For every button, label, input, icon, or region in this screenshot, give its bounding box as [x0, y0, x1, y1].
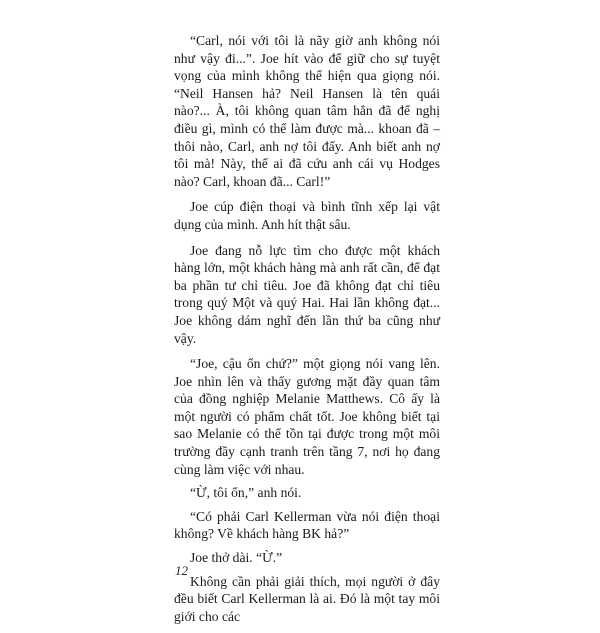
paragraph-explanation: Không cần phải giải thích, mọi người ở đây đều biết Carl Kellerman là ai. Đó là một tay môi giới cho các — [174, 573, 440, 624]
paragraph-sigh: Joe thở dài. “Ừ.” — [190, 550, 283, 566]
paragraph-hang-up: Joe cúp điện thoại và bình tĩnh xếp lại vật dụng của mình. Anh hít thật sâu. — [174, 199, 440, 232]
paragraph-quota: Joe đang nỗ lực tìm cho được một khách hàng lớn, một khách hàng mà anh rất cần, để đạt ba phần tư chỉ tiêu. Joe đã không đạt chỉ tiêu trong quý Một và quý Hai. Hai lần không đạt... Joe không dám nghĩ đến lần thứ ba cũng như vậy. — [174, 242, 440, 346]
paragraph-phone-call: “Carl, nói với tôi là nãy giờ anh không nói như vậy đi...”. Joe hít vào để giữ cho sự tuyệt vọng của mình không thể hiện qua giọng nói. “Neil Hansen hả? Neil Hansen là tên quái nào?... À, tôi không quan tâm hắn đã để nghị điều gì, mình có thể làm được mà... khoan đã – thôi nào, Carl, anh nợ tôi đấy. Anh biết anh nợ tôi mà! Này, thế ai đã cứu anh cái vụ Hodges nào? Carl, khoan đã... Carl!” — [174, 33, 440, 189]
paragraph-melanie: “Joe, cậu ổn chứ?” một giọng nói vang lên. Joe nhìn lên và thấy gương mặt đầy quan tâm của đồng nghiệp Melanie Matthews. Cô ấy là một người có phẩm chất tốt. Joe không biết tại sao Melanie có thể tồn tại được trong một môi trường đầy cạnh tranh trên tầng 7, nơi họ đang cùng làm việc với nhau. — [174, 356, 440, 477]
paragraph-im-fine: “Ừ, tôi ổn,” anh nói. — [190, 485, 302, 501]
paragraph-question: “Có phải Carl Kellerman vừa nói điện thoại không? Về khách hàng BK hả?” — [174, 508, 440, 542]
page-number: 12 — [175, 563, 188, 578]
body-text — [174, 32, 440, 633]
